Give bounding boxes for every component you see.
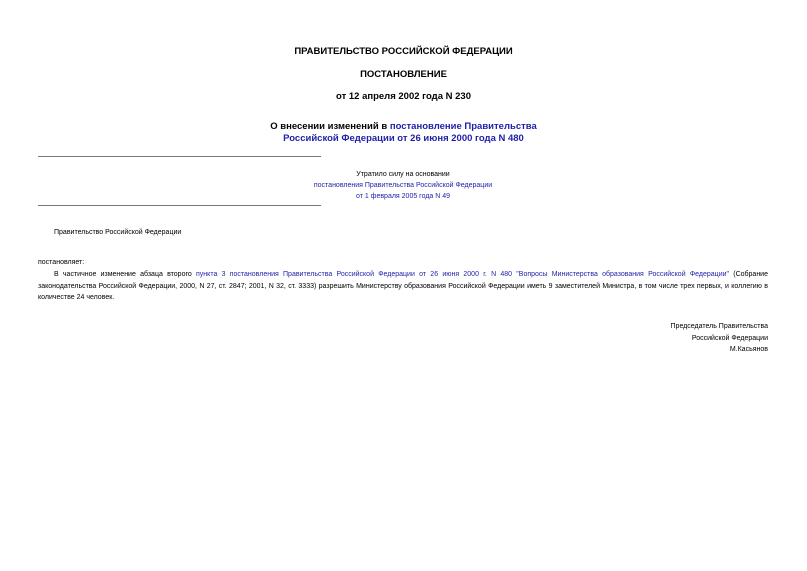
body-link[interactable]: пункта 3 постановления Правительства Российской Федерации от 26 июня 2000 г. N 480 "Вопросы Министерства образования Российской Федерации" — [196, 271, 729, 278]
divider-bottom — [38, 205, 321, 206]
body-text-after: (Собрание законодательства Российской Федерации, 2000, N 27, ст. 2847; 2001, N 32, ст. 3333) разрешить Министерству образования Российской Федерации иметь 9 заместителей Министра, в том числе трех первых, и коллегию в количестве 24 человек. — [38, 271, 768, 301]
body-paragraph — [38, 269, 768, 304]
issuer: Правительство Российской Федерации — [54, 229, 182, 236]
document-type: ПОСТАНОВЛЕНИЕ — [360, 69, 447, 80]
signature-name: М.Касьянов — [729, 346, 768, 353]
resolves-word: постановляет: — [38, 259, 85, 266]
subject-link-line2[interactable]: Российской Федерации от 26 июня 2000 года N 480 — [283, 133, 524, 144]
signature-block — [671, 321, 768, 356]
repeal-notice — [270, 169, 536, 202]
document-subject — [0, 121, 807, 145]
document-date-number: от 12 апреля 2002 года N 230 — [336, 91, 471, 102]
signature-line2: Российской Федерации — [691, 334, 768, 342]
repeal-link-line2[interactable]: от 1 февраля 2005 года N 49 — [355, 193, 451, 200]
signature-line1: Председатель Правительства — [670, 323, 768, 330]
divider-top — [38, 156, 321, 157]
subject-link-line1[interactable]: постановление Правительства — [389, 121, 537, 132]
repeal-line1: Утратило силу на основании — [356, 171, 450, 178]
subject-prefix: О внесении изменений в — [270, 121, 390, 132]
government-title: ПРАВИТЕЛЬСТВО РОССИЙСКОЙ ФЕДЕРАЦИИ — [294, 46, 513, 57]
repeal-link-line1[interactable]: постановления Правительства Российской Федерации — [313, 182, 493, 189]
body-text-before: В частичное изменение абзаца второго — [54, 271, 197, 278]
